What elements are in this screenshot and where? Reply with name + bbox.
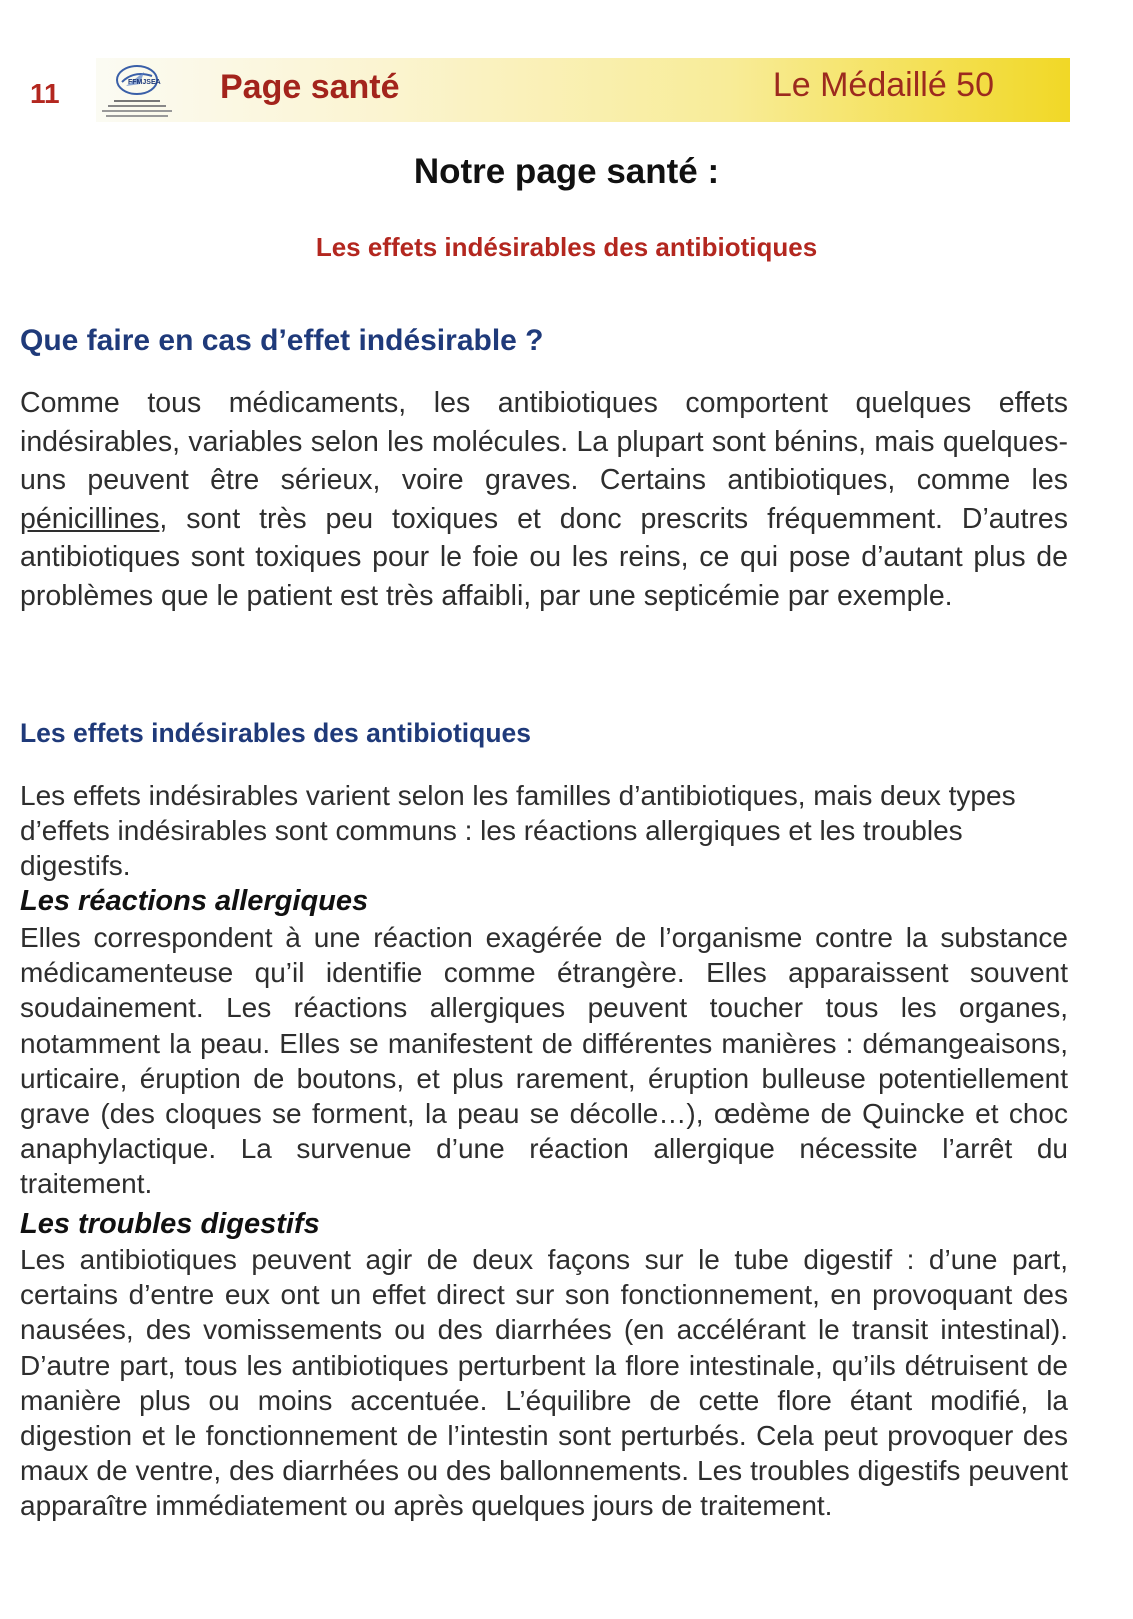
allergic-reactions-title: Les réactions allergiques	[20, 885, 369, 917]
section-title: Page santé	[220, 68, 400, 106]
digestive-troubles-text: Les antibiotiques peuvent agir de deux façons sur le tube digestif : d’une part, certains d’entre eux ont un effet direct sur son fonctionnement, en provoquant des nausées, des vomissements ou des diarrhées (en accélérant le transit intestinal). D’autre part, tous les antibiotiques perturbent la flore intestinale, qu’ils détruisent de manière plus ou moins accentuée. L’équilibre de cette flore étant modifié, la digestion et le fonctionnement de l’intestin sont perturbés. Cela peut provoquer des maux de ventre, des diarrhées ou des ballonnements. Les troubles digestifs peuvent apparaître immédiatement ou après quelques jours de traitement.	[20, 1244, 1068, 1522]
page-heading: Notre page santé :	[413, 152, 720, 191]
page-header	[20, 58, 1070, 124]
section1-text-after: , sont très peu toxiques et donc prescrits fréquemment. D’autres antibiotiques sont toxiques pour le foie ou les reins, ce qui pose d’autant plus de problèmes que le patient est très affaibli, par une septicémie par exemple.	[20, 502, 1068, 612]
section1-paragraph	[20, 384, 1068, 615]
allergic-reactions-text: Elles correspondent à une réaction exagérée de l’organisme contre la substance médicamenteuse qu’il identifie comme étrangère. Elles apparaissent souvent soudainement. Les réactions allergiques peuvent toucher tous les organes, notamment la peau. Elles se manifestent de différentes manières : démangeaisons, urticaire, éruption de boutons, et plus rarement, éruption bulleuse potentiellement grave (des cloques se forment, la peau se décolle…), œdème de Quincke et choc anaphylactique. La survenue d’une réaction allergique nécessite l’arrêt du traitement.	[20, 922, 1068, 1200]
penicillines-link[interactable]: pénicillines	[20, 502, 160, 535]
section2-intro: Les effets indésirables varient selon les familles d’antibiotiques, mais deux types d’effets indésirables sont communs : les réactions allergiques et les troubles digestifs.	[20, 780, 1016, 881]
digestive-troubles-title: Les troubles digestifs	[20, 1208, 320, 1240]
svg-text:FFMJSEA: FFMJSEA	[128, 79, 161, 86]
section2-heading: Les effets indésirables des antibiotiques	[20, 718, 532, 748]
section1-heading: Que faire en cas d’effet indésirable ?	[20, 324, 544, 357]
page-number: 11	[30, 78, 60, 109]
section1-text-before: Comme tous médicaments, les antibiotiques comportent quelques effets indésirables, variables selon les molécules. La plupart sont bénins, mais quelques-uns peuvent être sérieux, voire graves. Certains antibiotiques, comme les	[20, 387, 1068, 496]
ffmjsea-logo-icon	[92, 62, 182, 120]
magazine-title: Le Médaillé 50	[772, 66, 994, 104]
article-title: Les effets indésirables des antibiotiques	[315, 232, 818, 262]
